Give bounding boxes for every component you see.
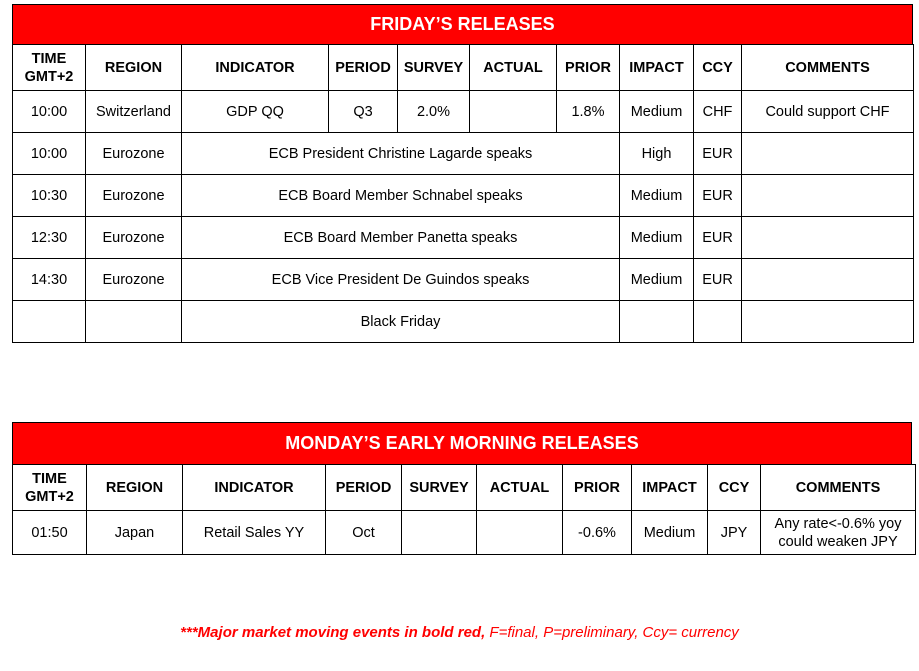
header-impact: IMPACT	[632, 465, 708, 511]
header-ccy: CCY	[708, 465, 761, 511]
header-timezone-label: GMT+2	[24, 68, 74, 85]
cell-time: 14:30	[13, 259, 86, 301]
cell-ccy	[694, 301, 742, 343]
header-time	[13, 45, 86, 91]
header-timezone-label: GMT+2	[25, 488, 74, 505]
header-impact: IMPACT	[620, 45, 694, 91]
header-region: REGION	[86, 45, 182, 91]
cell-comment	[742, 301, 914, 343]
header-actual: ACTUAL	[470, 45, 557, 91]
cell-ccy: CHF	[694, 91, 742, 133]
cell-impact: Medium	[620, 217, 694, 259]
table-row	[13, 259, 914, 301]
cell-prior: 1.8%	[557, 91, 620, 133]
table-row	[13, 91, 914, 133]
footnote-legend: F=final, P=preliminary, Ccy= currency	[485, 624, 739, 641]
header-time-label: TIME	[31, 50, 67, 67]
cell-time: 10:00	[13, 91, 86, 133]
cell-event: ECB Vice President De Guindos speaks	[182, 259, 620, 301]
cell-impact: Medium	[620, 91, 694, 133]
table-row	[13, 133, 914, 175]
header-actual: ACTUAL	[477, 465, 563, 511]
header-prior: PRIOR	[557, 45, 620, 91]
cell-impact: Medium	[620, 259, 694, 301]
cell-comment	[742, 175, 914, 217]
cell-survey	[402, 511, 477, 555]
cell-impact	[620, 301, 694, 343]
cell-indicator: Retail Sales YY	[183, 511, 326, 555]
header-comments: COMMENTS	[742, 45, 914, 91]
cell-comment	[761, 511, 916, 555]
cell-comment	[742, 259, 914, 301]
cell-comment	[742, 133, 914, 175]
friday-releases-table	[12, 44, 914, 343]
cell-comment: Could support CHF	[742, 91, 914, 133]
cell-time	[13, 301, 86, 343]
cell-region: Japan	[87, 511, 183, 555]
table-row	[13, 217, 914, 259]
cell-event: ECB President Christine Lagarde speaks	[182, 133, 620, 175]
table-header-row	[13, 45, 914, 91]
comment-line: could weaken JPY	[778, 533, 898, 550]
cell-ccy: EUR	[694, 175, 742, 217]
cell-region: Eurozone	[86, 133, 182, 175]
header-ccy: CCY	[694, 45, 742, 91]
table-row	[13, 511, 916, 555]
cell-period: Oct	[326, 511, 402, 555]
header-time-label: TIME	[32, 470, 67, 487]
cell-survey: 2.0%	[398, 91, 470, 133]
cell-prior: -0.6%	[563, 511, 632, 555]
cell-time: 12:30	[13, 217, 86, 259]
cell-ccy: JPY	[708, 511, 761, 555]
footnote	[0, 624, 919, 641]
monday-releases-table	[12, 464, 916, 555]
cell-indicator: GDP QQ	[182, 91, 329, 133]
cell-event: ECB Board Member Panetta speaks	[182, 217, 620, 259]
cell-time: 10:00	[13, 133, 86, 175]
monday-releases-section	[12, 422, 912, 555]
cell-actual	[470, 91, 557, 133]
header-period: PERIOD	[326, 465, 402, 511]
comment-line: Any rate<-0.6% yoy	[774, 515, 902, 532]
header-indicator: INDICATOR	[182, 45, 329, 91]
header-survey: SURVEY	[398, 45, 470, 91]
header-prior: PRIOR	[563, 465, 632, 511]
cell-event: Black Friday	[182, 301, 620, 343]
friday-releases-title: FRIDAY’S RELEASES	[12, 4, 913, 44]
header-survey: SURVEY	[402, 465, 477, 511]
cell-impact: High	[620, 133, 694, 175]
cell-region: Eurozone	[86, 259, 182, 301]
footnote-emphasis: ***Major market moving events in bold red,	[180, 624, 486, 641]
cell-event: ECB Board Member Schnabel speaks	[182, 175, 620, 217]
cell-time: 10:30	[13, 175, 86, 217]
cell-ccy: EUR	[694, 217, 742, 259]
header-comments: COMMENTS	[761, 465, 916, 511]
friday-releases-section	[12, 4, 913, 343]
cell-ccy: EUR	[694, 133, 742, 175]
table-row	[13, 175, 914, 217]
header-period: PERIOD	[329, 45, 398, 91]
cell-impact: Medium	[632, 511, 708, 555]
table-row	[13, 301, 914, 343]
table-header-row	[13, 465, 916, 511]
cell-time: 01:50	[13, 511, 87, 555]
cell-region: Switzerland	[86, 91, 182, 133]
header-indicator: INDICATOR	[183, 465, 326, 511]
cell-ccy: EUR	[694, 259, 742, 301]
header-region: REGION	[87, 465, 183, 511]
cell-impact: Medium	[620, 175, 694, 217]
cell-comment	[742, 217, 914, 259]
cell-actual	[477, 511, 563, 555]
cell-region	[86, 301, 182, 343]
cell-region: Eurozone	[86, 217, 182, 259]
cell-region: Eurozone	[86, 175, 182, 217]
monday-releases-title: MONDAY’S EARLY MORNING RELEASES	[12, 422, 912, 464]
header-time	[13, 465, 87, 511]
cell-period: Q3	[329, 91, 398, 133]
